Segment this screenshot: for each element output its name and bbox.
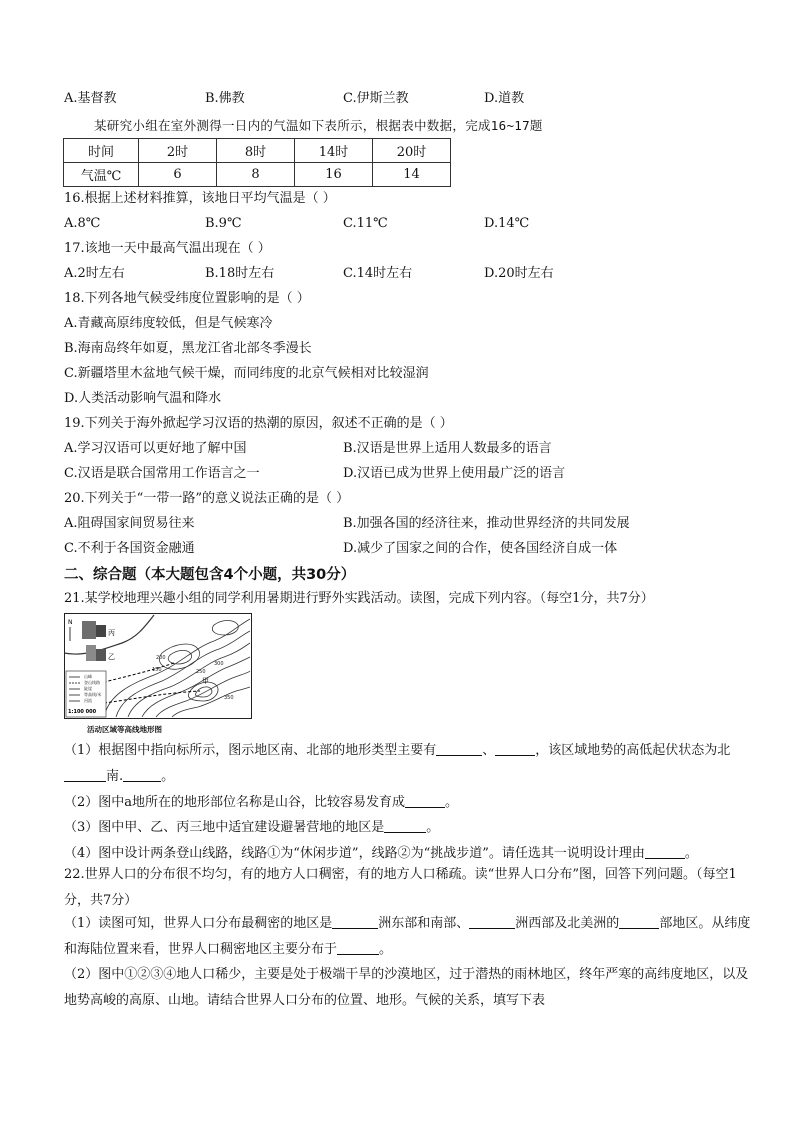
q19-option-c[interactable]: C.汉语是联合国常用工作语言之一 <box>64 466 260 481</box>
text: 洲西部及北美洲的 <box>515 916 620 931</box>
q21-part1 <box>64 738 756 790</box>
q15-option-b[interactable]: B.佛教 <box>205 91 245 106</box>
table-cell: 6 <box>139 163 217 187</box>
q18-stem: 18.下列各地气候受纬度位置影响的是（ ） <box>64 291 310 306</box>
table-cell: 14 <box>373 163 451 187</box>
table-cell: 时间 <box>64 139 139 163</box>
q20-option-a[interactable]: A.阻碍国家间贸易往来 <box>64 516 195 531</box>
table-cell: 16 <box>295 163 373 187</box>
text: 部地区。从纬度和海陆位置来看，世界人口稠密地区主要分布于 <box>64 916 751 957</box>
q20-option-d[interactable]: D.减少了国家之间的合作，使各国经济自成一体 <box>343 541 618 556</box>
answer-blank[interactable] <box>469 914 515 929</box>
q18-option-b[interactable]: B.海南岛终年如夏，黑龙江省北部冬季漫长 <box>64 341 312 356</box>
q16-stem: 16.根据上述材料推算，该地日平均气温是（ ） <box>64 191 336 206</box>
q15-option-d[interactable]: D.道教 <box>484 91 525 106</box>
q15-option-c[interactable]: C.伊斯兰教 <box>343 91 409 106</box>
text: （4）图中设计两条登山线路，线路①为“休闲步道”，线路②为“挑战步道”。请任选其一说明设计理由 <box>64 846 645 861</box>
q19-option-d[interactable]: D.汉语已成为世界上使用最广泛的语言 <box>343 466 566 481</box>
answer-blank[interactable] <box>619 914 659 929</box>
text: （1）读图可知，世界人口分布最稠密的地区是 <box>64 916 333 931</box>
q16-option-d[interactable]: D.14℃ <box>484 216 530 231</box>
text: （1）根据图中指向标所示，图示地区南、北部的地形类型主要有 <box>64 743 437 758</box>
q17-stem: 17.该地一天中最高气温出现在（ ） <box>64 241 271 256</box>
map-caption: 活动区域等高线地形图 <box>87 725 162 734</box>
contour-label: 300 <box>214 661 224 667</box>
legend-item: 登山线路 <box>84 680 100 685</box>
text: 。 <box>161 769 175 784</box>
table-cell: 2时 <box>139 139 217 163</box>
q19-stem: 19.下列关于海外掀起学习汉语的热潮的原因，叙述不正确的是（ ） <box>64 416 453 431</box>
q16-option-a[interactable]: A.8℃ <box>64 216 101 231</box>
text: 。 <box>445 795 459 810</box>
answer-blank[interactable] <box>332 914 378 929</box>
text: 。 <box>684 846 698 861</box>
q15-option-a[interactable]: A.基督教 <box>64 91 117 106</box>
section-heading: 二、综合题（本大题包含4个小题，共30分） <box>64 567 356 583</box>
q17-option-c[interactable]: C.14时左右 <box>343 266 413 281</box>
map-scale: 1:100 000 <box>68 709 97 715</box>
q16-option-b[interactable]: B.9℃ <box>205 216 242 231</box>
contour-map <box>64 613 252 719</box>
legend-item: 河流 <box>84 698 92 703</box>
answer-blank[interactable] <box>645 844 685 859</box>
q19-option-b[interactable]: B.汉语是世界上适用人数最多的语言 <box>343 441 552 456</box>
temperature-intro: 某研究小组在室外测得一日内的气温如下表所示，根据表中数据，完成16~17题 <box>94 118 543 133</box>
q22-stem: 22.世界人口的分布很不均匀，有的地方人口稠密，有的地方人口稀疏。读“世界人口分布”图，回答下列问题。（每空1分，共7分） <box>64 867 737 908</box>
legend-item: 山峰 <box>84 674 92 679</box>
contour-label: 250 <box>196 669 206 675</box>
text: 洲东部和南部、 <box>378 916 470 931</box>
text: 南. <box>106 769 124 784</box>
answer-blank[interactable] <box>495 741 535 756</box>
answer-blank[interactable] <box>436 741 482 756</box>
q17-option-d[interactable]: D.20时左右 <box>484 266 554 281</box>
text: 。 <box>426 820 440 835</box>
q18-option-a[interactable]: A.青藏高原纬度较低，但是气候寒冷 <box>64 316 273 331</box>
q21-stem: 21.某学校地理兴趣小组的同学利用暑期进行野外实践活动。读图，完成下列内容。（每空1分，共7分） <box>64 591 654 606</box>
q19-option-a[interactable]: A.学习汉语可以更好地了解中国 <box>64 441 247 456</box>
q16-option-c[interactable]: C.11℃ <box>343 216 388 231</box>
table-cell: 14时 <box>295 139 373 163</box>
text: ，该区域地势的高低起伏状态为北 <box>535 743 731 758</box>
legend-item: 等高线/米 <box>84 692 102 697</box>
q21-part2 <box>64 790 756 816</box>
answer-blank[interactable] <box>384 818 426 833</box>
label-jia: 甲 <box>202 677 209 685</box>
legend-item: 陡崖 <box>84 686 92 691</box>
table-cell: 8时 <box>217 139 295 163</box>
q20-option-c[interactable]: C.不利于各国资金融通 <box>64 541 195 556</box>
north-arrow-label: N <box>68 619 73 626</box>
answer-blank[interactable] <box>337 940 379 955</box>
text: 、 <box>482 743 496 758</box>
contour-label: 150 <box>152 667 162 673</box>
q20-option-b[interactable]: B.加强各国的经济往来，推动世界经济的共同发展 <box>343 516 630 531</box>
q17-option-a[interactable]: A.2时左右 <box>64 266 125 281</box>
table-cell: 8 <box>217 163 295 187</box>
q22-part2: （2）图中①②③④地人口稀少，主要是处于极端干旱的沙漠地区，过于潜热的雨林地区，终年严寒的高纬度地区，以及地势高峻的高原、山地。请结合世界人口分布的位置、地形。气候的关系，填写下表 <box>64 967 749 1008</box>
table-row <box>64 139 451 163</box>
answer-blank[interactable] <box>64 767 106 782</box>
text: 。 <box>379 942 393 957</box>
q18-option-c[interactable]: C.新疆塔里木盆地气候干燥，而同纬度的北京气候相对比较湿润 <box>64 366 429 381</box>
q17-option-b[interactable]: B.18时左右 <box>205 266 275 281</box>
table-row <box>64 163 451 187</box>
text: （3）图中甲、乙、丙三地中适宜建设避暑营地的地区是 <box>64 820 385 835</box>
answer-blank[interactable] <box>123 767 161 782</box>
q21-part3 <box>64 815 756 841</box>
temperature-table <box>63 138 451 187</box>
contour-label: 200 <box>156 655 166 661</box>
q20-stem: 20.下列关于“一带一路”的意义说法正确的是（ ） <box>64 491 350 506</box>
table-cell: 气温℃ <box>64 163 139 187</box>
q18-option-d[interactable]: D.人类活动影响气温和降水 <box>64 391 222 406</box>
answer-blank[interactable] <box>405 793 445 808</box>
label-bing: 丙 <box>108 629 115 637</box>
contour-label: 350 <box>224 695 234 701</box>
text: （2）图中a地所在的地形部位名称是山谷，比较容易发育成 <box>64 795 406 810</box>
q22-part1 <box>64 911 756 963</box>
label-yi: 乙 <box>108 653 115 661</box>
table-cell: 20时 <box>373 139 451 163</box>
